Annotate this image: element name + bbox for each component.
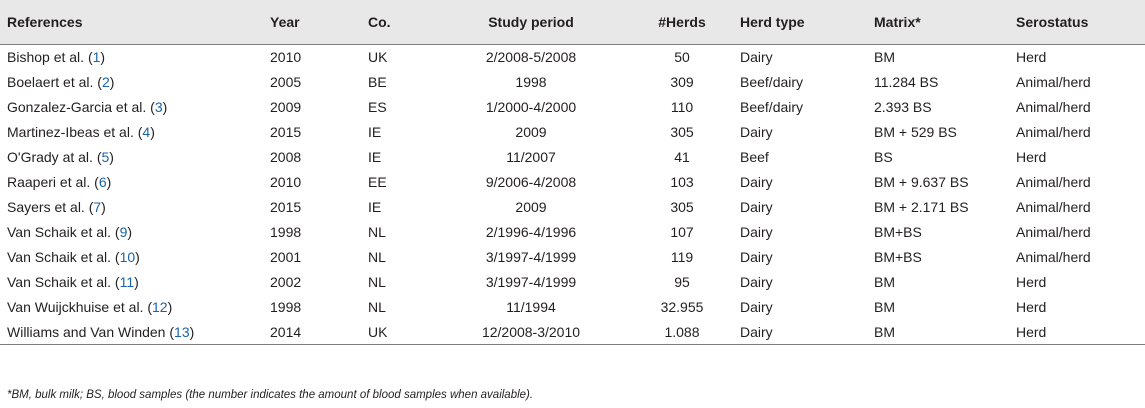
table-row — [0, 245, 1145, 270]
cell-country: IE — [368, 124, 382, 140]
header-matrix: Matrix* — [874, 0, 1016, 45]
reference-name: Van Schaik et al. ( — [7, 249, 120, 265]
cell-serostatus: Animal/herd — [1016, 174, 1091, 190]
table-row — [0, 170, 1145, 195]
cell-serostatus: Herd — [1016, 274, 1047, 290]
cell-study-period: 1998 — [515, 74, 547, 90]
cell-year: 2010 — [270, 49, 302, 66]
reference-close-paren: ) — [109, 149, 114, 165]
reference-close-paren: ) — [135, 249, 140, 265]
cell-herd-type: Beef/dairy — [740, 74, 804, 90]
cell-study-period: 11/2007 — [506, 149, 556, 165]
cell-herd-type: Dairy — [740, 274, 773, 290]
cell-matrix: BM — [874, 320, 1016, 345]
cell-reference — [0, 70, 270, 95]
cell-country: EE — [368, 174, 387, 190]
reference-name: Van Schaik et al. ( — [7, 274, 120, 290]
reference-name: Sayers et al. ( — [7, 199, 94, 215]
cell-study-period: 2009 — [515, 124, 547, 140]
cell-reference — [0, 45, 270, 70]
cell-serostatus: Herd — [1016, 320, 1145, 345]
cell-study-period: 9/2006-4/2008 — [485, 174, 577, 190]
cell-year: 1998 — [270, 224, 302, 240]
cell-reference — [0, 245, 270, 270]
cell-serostatus: Animal/herd — [1016, 124, 1091, 140]
reference-number-link[interactable]: 6 — [98, 174, 107, 190]
table-row — [0, 195, 1145, 220]
table-body — [0, 45, 1145, 345]
reference-number-link[interactable]: 1 — [92, 49, 101, 66]
reference-close-paren: ) — [189, 323, 195, 340]
reference-number-link[interactable]: 7 — [93, 199, 102, 215]
cell-herd-type: Dairy — [740, 174, 773, 190]
cell-herd-type: Dairy — [740, 224, 773, 240]
cell-year: 2015 — [270, 199, 302, 215]
cell-herds: 309 — [670, 74, 694, 90]
cell-herd-type: Beef — [740, 149, 769, 165]
table-row — [0, 45, 1145, 70]
cell-study-period: 12/2008-3/2010 — [438, 320, 624, 345]
cell-serostatus: Herd — [1016, 299, 1047, 315]
cell-year: 2008 — [270, 149, 302, 165]
reference-name: Van Schaik et al. ( — [7, 224, 120, 240]
cell-country: UK — [368, 49, 388, 66]
cell-herds: 119 — [670, 249, 694, 265]
reference-name: Bishop et al. ( — [7, 49, 93, 66]
cell-herd-type: Dairy — [740, 49, 773, 66]
reference-close-paren: ) — [106, 174, 112, 190]
cell-herds: 50 — [674, 49, 690, 66]
cell-herds: 95 — [674, 274, 690, 290]
reference-number-link[interactable]: 3 — [154, 99, 163, 115]
cell-year: 2002 — [270, 274, 302, 290]
cell-country: IE — [368, 199, 382, 215]
cell-herds: 32.955 — [660, 299, 704, 315]
cell-matrix: 2.393 BS — [874, 99, 932, 115]
cell-matrix: BM — [874, 49, 895, 66]
cell-matrix: BM+BS — [874, 224, 922, 240]
cell-study-period: 3/1997-4/1999 — [485, 249, 577, 265]
cell-reference — [0, 120, 270, 145]
header-serostatus: Serostatus — [1016, 0, 1145, 45]
cell-herd-type: Beef/dairy — [740, 99, 804, 115]
cell-serostatus: Animal/herd — [1016, 99, 1091, 115]
reference-close-paren: ) — [150, 124, 155, 140]
cell-matrix: BM — [874, 274, 895, 290]
cell-reference — [0, 295, 270, 320]
cell-study-period: 1/2000-4/2000 — [485, 99, 577, 115]
cell-serostatus: Herd — [1016, 49, 1047, 66]
reference-name: Raaperi et al. ( — [7, 174, 99, 190]
reference-number-link[interactable]: 11 — [119, 274, 135, 290]
reference-number-link[interactable]: 5 — [101, 149, 110, 165]
reference-close-paren: ) — [100, 49, 106, 66]
cell-country: ES — [368, 99, 387, 115]
cell-serostatus: Animal/herd — [1016, 74, 1091, 90]
cell-year: 2001 — [270, 249, 302, 265]
cell-serostatus: Herd — [1016, 149, 1047, 165]
reference-name: O'Grady at al. ( — [7, 149, 102, 165]
cell-study-period: 11/1994 — [506, 299, 556, 315]
table-row — [0, 295, 1145, 320]
cell-matrix: BS — [874, 149, 893, 165]
reference-number-link[interactable]: 13 — [174, 323, 190, 340]
table-header-row — [0, 0, 1145, 45]
cell-country: BE — [368, 74, 387, 90]
reference-name: Gonzalez-Garcia et al. ( — [7, 99, 155, 115]
header-herd-type: Herd type — [740, 0, 874, 45]
cell-matrix: BM + 9.637 BS — [874, 174, 969, 190]
cell-reference — [0, 95, 270, 120]
reference-name: Boelaert et al. ( — [7, 74, 102, 90]
reference-close-paren: ) — [167, 299, 173, 315]
reference-number-link[interactable]: 12 — [152, 299, 168, 315]
header-herds: #Herds — [624, 0, 740, 45]
cell-year: 1998 — [270, 299, 302, 315]
cell-herds: 41 — [674, 149, 690, 165]
table-row — [0, 95, 1145, 120]
cell-reference — [0, 145, 270, 170]
reference-close-paren: ) — [162, 99, 168, 115]
cell-herd-type: Dairy — [740, 249, 773, 265]
cell-herds: 1.088 — [624, 320, 740, 345]
header-study-period: Study period — [438, 0, 624, 45]
table-row — [0, 145, 1145, 170]
cell-herd-type: Dairy — [740, 320, 874, 345]
table-row — [0, 220, 1145, 245]
reference-close-paren: ) — [109, 74, 115, 90]
cell-matrix: BM + 529 BS — [874, 124, 957, 140]
cell-matrix: BM + 2.171 BS — [874, 199, 969, 215]
cell-country: IE — [368, 149, 382, 165]
table-row — [0, 120, 1145, 145]
header-references: References — [0, 0, 270, 45]
cell-country: NL — [368, 299, 386, 315]
cell-study-period: 2/2008-5/2008 — [485, 49, 577, 66]
cell-year: 2010 — [270, 174, 302, 190]
table-row — [0, 270, 1145, 295]
cell-herd-type: Dairy — [740, 299, 773, 315]
reference-number-link[interactable]: 4 — [142, 124, 151, 140]
cell-reference — [0, 270, 270, 295]
cell-herds: 103 — [670, 174, 694, 190]
cell-reference — [0, 320, 270, 345]
cell-serostatus: Animal/herd — [1016, 249, 1091, 265]
reference-name: Van Wuijckhuise et al. ( — [7, 299, 152, 315]
reference-close-paren: ) — [134, 274, 139, 290]
cell-study-period: 2009 — [515, 199, 547, 215]
cell-year: 2015 — [270, 124, 302, 140]
cell-country: NL — [368, 224, 386, 240]
cell-herd-type: Dairy — [740, 199, 773, 215]
cell-serostatus: Animal/herd — [1016, 199, 1091, 215]
cell-matrix: 11.284 BS — [874, 74, 939, 90]
cell-herds: 305 — [670, 124, 694, 140]
cell-year: 2009 — [270, 99, 302, 115]
cell-study-period: 2/1996-4/1996 — [485, 224, 577, 240]
reference-name: Williams and Van Winden ( — [7, 323, 175, 340]
table-row — [0, 70, 1145, 95]
cell-herds: 110 — [670, 99, 694, 115]
reference-number-link[interactable]: 2 — [101, 74, 110, 90]
table-footnote: *BM, bulk milk; BS, blood samples (the number indicates the amount of blood samples when available). — [7, 389, 534, 401]
reference-close-paren: ) — [127, 224, 133, 240]
cell-reference — [0, 170, 270, 195]
cell-herds: 305 — [670, 199, 694, 215]
reference-number-link[interactable]: 10 — [119, 249, 136, 265]
header-country: Co. — [368, 0, 438, 45]
cell-herd-type: Dairy — [740, 124, 773, 140]
cell-reference — [0, 195, 270, 220]
reference-number-link[interactable]: 9 — [119, 224, 128, 240]
reference-name: Martinez-Ibeas et al. ( — [7, 124, 143, 140]
cell-reference — [0, 220, 270, 245]
cell-country: NL — [368, 249, 386, 265]
cell-country: NL — [368, 274, 386, 290]
cell-serostatus: Animal/herd — [1016, 224, 1091, 240]
cell-country: UK — [368, 320, 438, 345]
reference-close-paren: ) — [101, 199, 106, 215]
cell-matrix: BM — [874, 299, 895, 315]
cell-year: 2005 — [270, 74, 302, 90]
header-year: Year — [270, 0, 368, 45]
cell-year: 2014 — [270, 320, 368, 345]
cell-matrix: BM+BS — [874, 249, 922, 265]
table-row — [0, 320, 1145, 345]
cell-study-period: 3/1997-4/1999 — [485, 274, 577, 290]
cell-herds: 107 — [670, 224, 694, 240]
